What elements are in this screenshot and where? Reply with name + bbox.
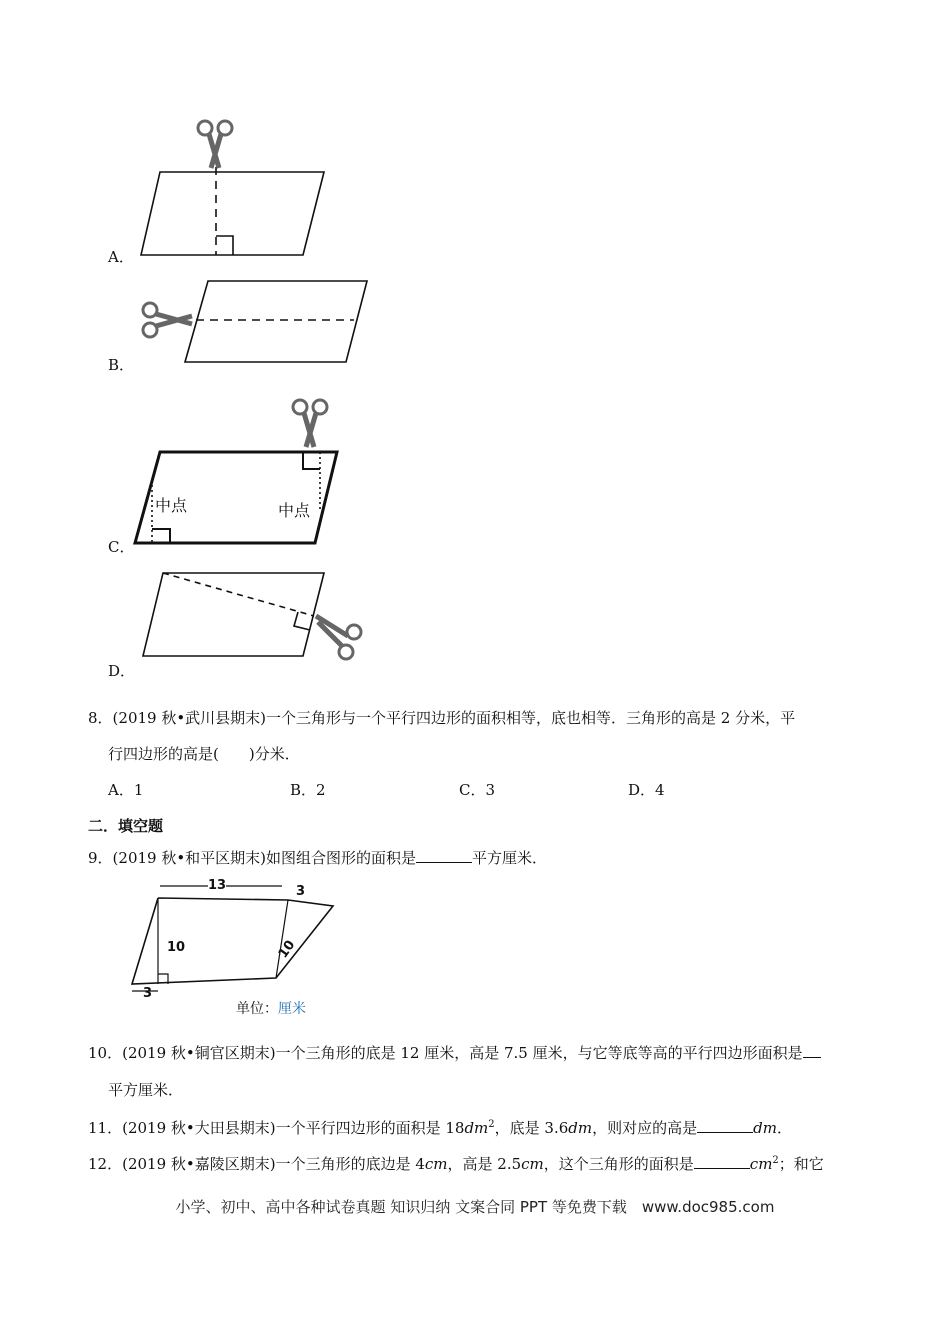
q8-choice-d[interactable]: D．4 [628, 781, 665, 799]
q11-answer-blank[interactable] [697, 1118, 753, 1133]
midpoint-left-label: 中点 [155, 496, 188, 515]
q8-choice-c[interactable]: C．3 [459, 781, 496, 799]
q12-text-end: ；和它 [778, 1155, 824, 1173]
scissors-icon [316, 616, 361, 659]
q10-line2: 平方厘米． [108, 1081, 184, 1099]
q9-text-after: 平方厘米． [472, 849, 548, 867]
q12-sup: 2 [772, 1155, 779, 1166]
q11-text-end: ． [776, 1119, 792, 1137]
cut-line-d [163, 573, 314, 616]
q9-label-bottom-left: 3 [143, 986, 153, 1001]
right-angle-c-right [303, 452, 320, 469]
q10-line1 [88, 1043, 821, 1063]
q12-unit2: cm [521, 1155, 544, 1173]
q11-sup: 2 [488, 1119, 495, 1130]
page-footer: 小学、初中、高中各种试卷真题 知识归纳 文案合同 PPT 等免费下载 www.doc985.com [175, 1198, 775, 1216]
right-angle-a [216, 236, 233, 255]
q9-label-slant: 10 [275, 937, 299, 962]
option-a-label[interactable]: A． [108, 248, 134, 266]
figure-b [138, 275, 373, 370]
q12-answer-blank[interactable] [694, 1154, 750, 1169]
option-d-label[interactable]: D． [108, 662, 136, 680]
figure-a [135, 112, 335, 260]
figure-c [130, 385, 345, 550]
q12-unit1: cm [424, 1155, 448, 1173]
scissors-icon [143, 303, 192, 337]
q8-line2: 行四边形的高是( )分米． [108, 745, 300, 763]
q10-answer-blank[interactable] [803, 1043, 821, 1058]
q11-unit1: dm [464, 1119, 489, 1137]
section-heading: 二．填空题 [88, 817, 164, 835]
q9-text [88, 848, 547, 868]
q8-choice-a[interactable]: A．1 [108, 781, 144, 799]
q11-text-mid2: ，则对应的高是 [592, 1119, 698, 1137]
scissors-icon [198, 121, 232, 168]
q8-line1: 8．(2019 秋•武川县期末)一个三角形与一个平行四边形的面积相等，底也相等．三角形的高是 2 分米，平 [88, 709, 796, 727]
midpoint-right-label: 中点 [278, 501, 311, 520]
q9-label-top: 13 [208, 878, 227, 893]
q9-label-right-short: 3 [296, 884, 306, 899]
q9-unit [236, 998, 306, 1018]
right-angle-c-left [152, 529, 170, 543]
option-b-label[interactable]: B． [108, 356, 135, 374]
q11-text-before: 11．(2019 秋•大田县期末)一个平行四边形的面积是 18 [88, 1119, 465, 1137]
q10-line1-text: 10．(2019 秋•铜官区期末)一个三角形的底是 12 厘米，高是 7.5 厘米，与它等底等高的平行四边形面积是 [88, 1044, 803, 1062]
q12-text [88, 1151, 824, 1174]
q8-choice-b[interactable]: B．2 [290, 781, 326, 799]
figure-d [138, 568, 378, 673]
right-angle-d [294, 612, 310, 630]
q11-text [88, 1115, 792, 1138]
q9-label-height: 10 [167, 940, 186, 955]
q11-unit3: dm [753, 1119, 777, 1137]
compound-shape [132, 898, 333, 984]
figure-q9 [128, 878, 353, 1003]
q9-text-before: 9．(2019 秋•和平区期末)如图组合图形的面积是 [88, 849, 417, 867]
scissors-icon [293, 400, 327, 447]
q12-text-mid: ，高是 2.5 [447, 1155, 522, 1173]
q12-unit3: cm [749, 1155, 773, 1173]
q12-text-mid2: ，这个三角形的面积是 [543, 1155, 694, 1173]
q12-text-before: 12．(2019 秋•嘉陵区期末)一个三角形的底边是 4 [88, 1155, 425, 1173]
q11-unit2: dm [568, 1119, 593, 1137]
parallelogram-b [185, 281, 367, 362]
q9-unit-value: 厘米 [278, 1001, 306, 1017]
q9-unit-label: 单位： [236, 1001, 278, 1017]
q11-text-mid: ，底是 3.6 [494, 1119, 569, 1137]
q9-answer-blank[interactable] [416, 848, 472, 863]
option-c-label[interactable]: C． [108, 538, 135, 556]
